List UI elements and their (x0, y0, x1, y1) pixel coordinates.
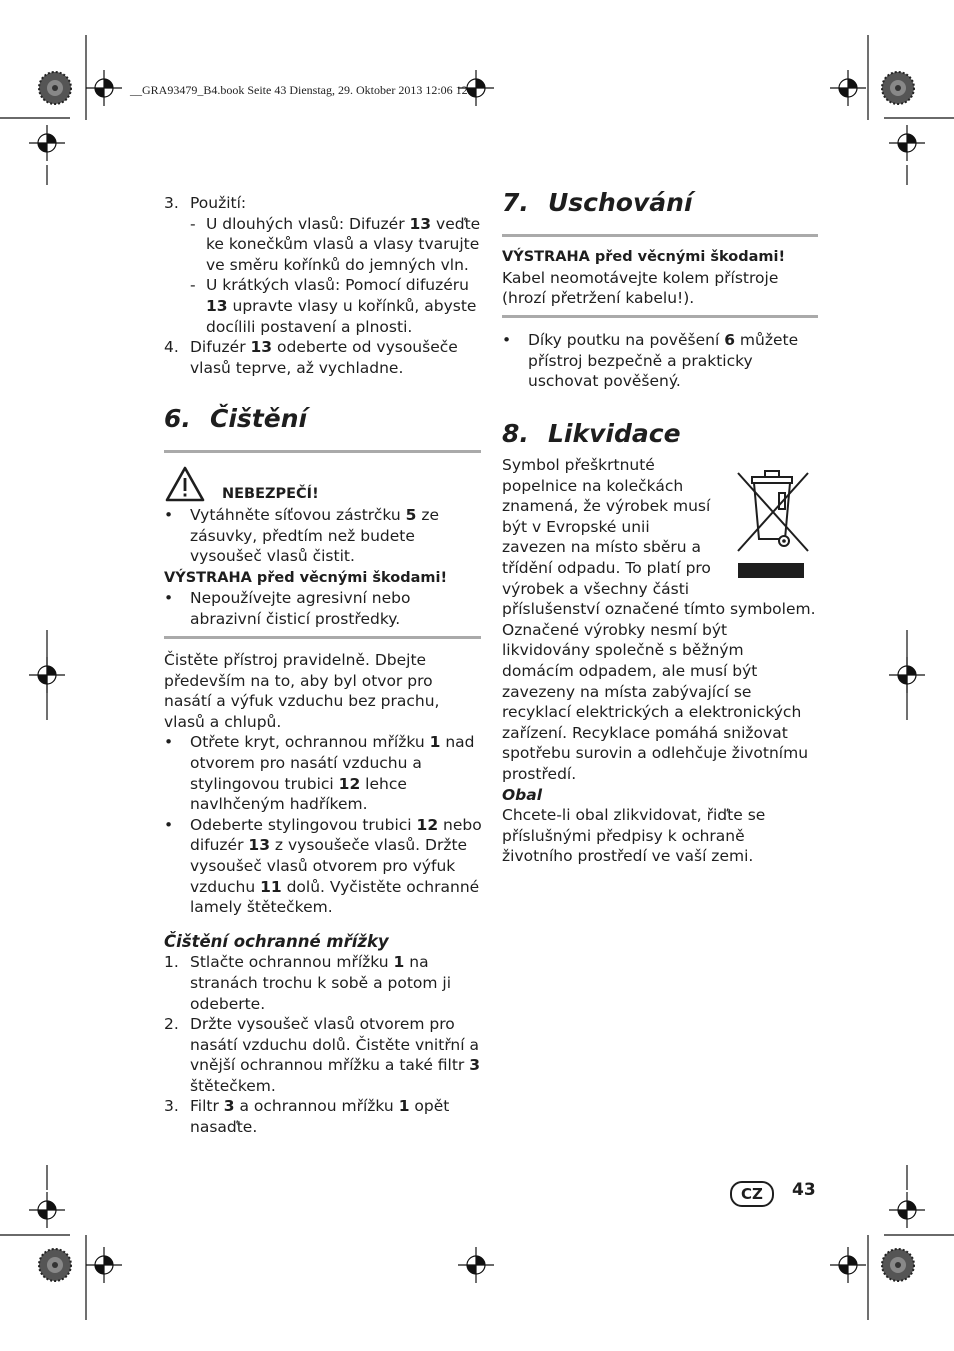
subsection-title: Čištění ochranné mřížky (164, 931, 389, 951)
property-warning-label: VÝSTRAHA před věcnými škodami! (164, 569, 448, 586)
language-badge: CZ (730, 1181, 774, 1207)
grille-step-1: 1. Stlačte ochrannou mřížku 1 na stranách trochu k sobě a potom ji odeberte. (164, 953, 452, 1013)
cleaning-body (164, 650, 482, 1138)
weee-symbol (728, 465, 820, 597)
danger-label: NEBEZPEČÍ! (222, 486, 319, 503)
section-8-heading: 8. Likvidace (502, 419, 681, 448)
warning-bullet: • Nepoužívejte agresivní nebo abrazivní čisticí prostředky. (164, 589, 411, 628)
left-column (164, 193, 484, 378)
packaging-title: Obal (502, 785, 543, 804)
storage-warning-text: Kabel neomotávejte kolem přístroje (hrozí přetržení kabelu!). (502, 268, 779, 308)
step-4: 4. Difuzér 13 odeberte od vysoušeče vlasů teprve, až vychladne. (164, 338, 458, 377)
disposal-body (502, 455, 820, 867)
warning-triangle-icon (164, 465, 206, 503)
storage-bullet: • Díky poutku na pověšení 6 můžete přístroj bezpečně a prakticky uschovat pověšený. (502, 331, 799, 391)
dash-item-short-hair: - U krátkých vlasů: Pomocí difuzéru 13 upravte vlasy u kořínků, abyste docílili postavení a plnosti. (190, 276, 477, 336)
grille-step-2: 2. Držte vysoušeč vlasů otvorem pro nasátí vzduchu dolů. Čistěte vnitřní a vnější ochrannou mřížku a také filtr 3 štětečkem. (164, 1015, 481, 1095)
crossed-out-bin-icon (734, 465, 814, 585)
danger-warning-box (164, 450, 481, 639)
step-3: 3. Použití: (164, 194, 247, 212)
cleaning-bullet-1: • Otřete kryt, ochrannou mřížku 1 nad otvorem pro nasátí vzduchu a stylingovou trubici 12 lehce navlhčeným hadříkem. (164, 733, 475, 814)
packaging-text: Chcete-li obal zlikvidovat, řiďte se příslušnými předpisy k ochraně životního prostředí ve vaší zemi. (502, 806, 766, 866)
cleaning-bullet-2: • Odeberte stylingovou trubici 12 nebo difuzér 13 z vysoušeče vlasů. Držte vysoušeč vlasů otvorem pro výfuk vzduchu 11 dolů. Vyčistěte ochranné lamely štětečkem. (164, 815, 482, 917)
disposal-text: Symbol přeškrtnuté popelnice na kolečkách znamená, že výrobek musí být v Evropské unii zavezen na místo sběru a třídění odpadu. To platí pro výrobek a všechny části příslušenství označené tímto symbolem. Označené výrobky nesmí být likvidovány společně s běžným domácím odpadem, ale musí být zavezeny na místa zabývající se recyklací elektrických a elektronických zařízení. Recyklace pomáhá snižovat spotřebu surovin a odlehčuje životnímu prostředí. (502, 456, 816, 783)
section-6-heading: 6. Čištění (164, 404, 308, 433)
page-number: 43 (792, 1180, 816, 1200)
storage-warning-label: VÝSTRAHA před věcnými škodami! (502, 249, 786, 265)
danger-bullet: • Vytáhněte síťovou zástrčku 5 ze zásuvky, předtím než budete vysoušeč vlasů čistit. (164, 506, 440, 566)
section-7-heading: 7. Uschování (502, 188, 693, 217)
book-file-header: __GRA93479_B4.book Seite 43 Dienstag, 29. Oktober 2013 12:06 12 (130, 83, 468, 97)
cleaning-intro: Čistěte přístroj pravidelně. Dbejte především na to, aby byl otvor pro nasátí a výfuk vzduchu bez prachu, vlasů a chlupů. (164, 651, 440, 731)
grille-step-3: 3. Filtr 3 a ochrannou mřížku 1 opět nasaďte. (164, 1097, 450, 1137)
storage-warning-box (502, 234, 818, 318)
dash-item-long-hair: - U dlouhých vlasů: Difuzér 13 veďte ke konečkům vlasů a vlasy tvarujte ve směru kořínků do jemných vln. (190, 214, 481, 274)
